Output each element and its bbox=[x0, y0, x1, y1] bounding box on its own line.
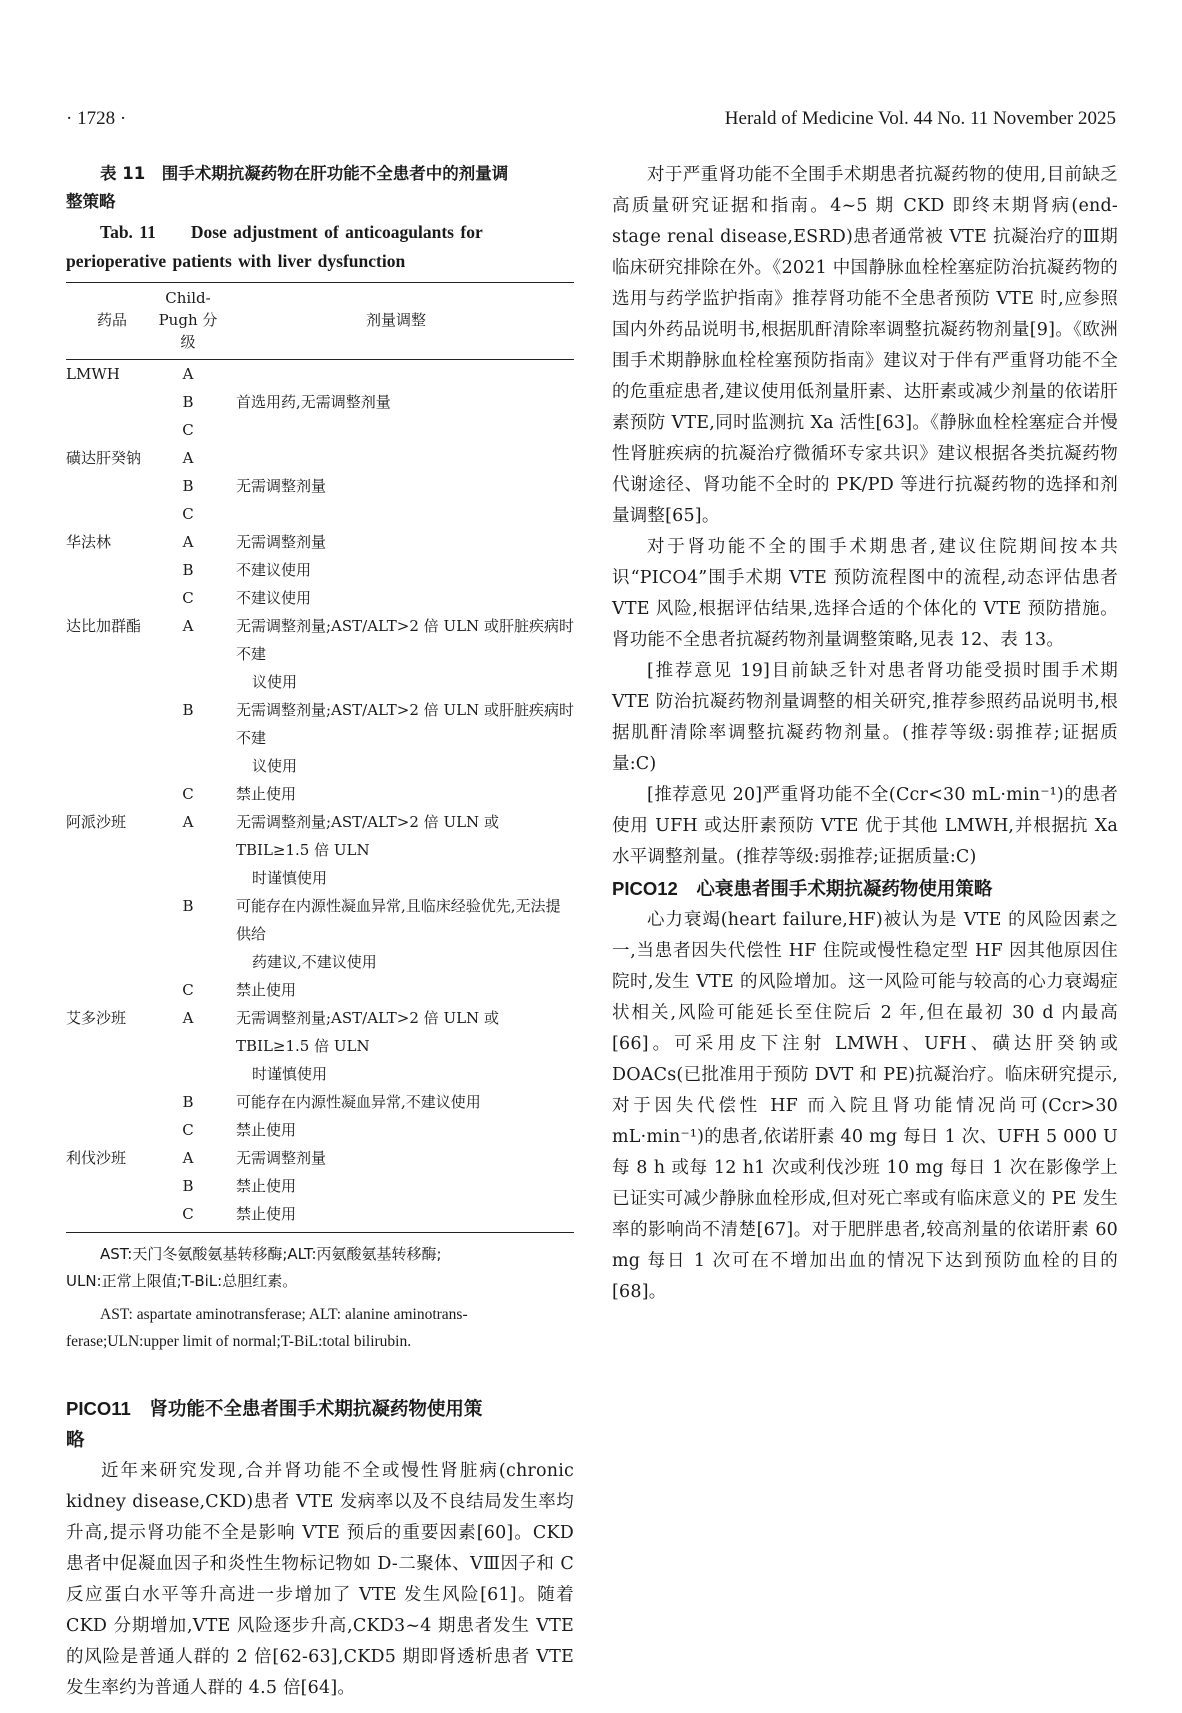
cell-adjust-line: 无需调整剂量;AST/ALT>2 倍 ULN 或 TBIL≥1.5 倍 ULN bbox=[236, 1009, 499, 1055]
right-column bbox=[612, 160, 1118, 1308]
col-header-drug: 药品 bbox=[66, 283, 158, 360]
cell-drug: LMWH bbox=[66, 365, 120, 383]
cell-adjust-line: 可能存在内源性凝血异常,且临床经验优先,无法提供给 bbox=[236, 897, 561, 943]
cell-adjust-line: 禁止使用 bbox=[236, 1121, 297, 1139]
table-row bbox=[66, 528, 574, 556]
cell-adjust bbox=[218, 584, 574, 612]
table-row bbox=[66, 612, 574, 696]
cell-adjust bbox=[218, 1172, 574, 1200]
cell-adjust-line: 时谨慎使用 bbox=[252, 1065, 328, 1083]
cell-adjust-line: 禁止使用 bbox=[236, 785, 297, 803]
cell-adjust bbox=[218, 388, 574, 416]
cell-adjust bbox=[218, 1116, 574, 1144]
recommendation-20: [推荐意见 20]严重肾功能不全(Ccr<30 mL·min⁻¹)的患者使用 UFH 或达肝素预防 VTE 优于其他 LMWH,并根据抗 Xa 水平调整剂量。(推荐等级:弱推荐;证据质量:C) bbox=[612, 785, 1118, 867]
table-row bbox=[66, 1144, 574, 1172]
table-row bbox=[66, 1200, 574, 1233]
cell-adjust bbox=[218, 528, 574, 556]
cell-adjust bbox=[218, 1088, 574, 1116]
cell-grade: A bbox=[182, 533, 194, 551]
cell-adjust-line: 药建议,不建议使用 bbox=[252, 953, 377, 971]
cell-drug bbox=[66, 1172, 158, 1200]
cell-adjust-line: 禁止使用 bbox=[236, 981, 297, 999]
table-row bbox=[66, 1088, 574, 1116]
table-row bbox=[66, 556, 574, 584]
journal-header: Herald of Medicine Vol. 44 No. 11 November 2025 bbox=[724, 108, 1116, 129]
recommendation-19: [推荐意见 19]目前缺乏针对患者肾功能受损时围手术期 VTE 防治抗凝药物剂量调整的相关研究,推荐参照药品说明书,根据肌酐清除率调整抗凝药物剂量。(推荐等级:弱推荐;证据质量:C) bbox=[612, 661, 1118, 774]
table-row bbox=[66, 360, 574, 389]
body-paragraph: 近年来研究发现,合并肾功能不全或慢性肾脏病(chronic kidney disease,CKD)患者 VTE 发病率以及不良结局发生率均升高,提示肾功能不全是影响 VTE 预后的重要因素[60]。CKD 患者中促凝血因子和炎性生物标记物如 D-二聚体、ⅤⅢ因子和 C 反应蛋白水平等升高进一步增加了 VTE 发生风险[61]。随着 CKD 分期增加,VTE 风险逐步升高,CKD3~4 期患者发生 VTE 的风险是普通人群的 2 倍[62-63],CKD5 期即肾透析患者 VTE 发生率约为普通人群的 4.5 倍[64]。 bbox=[66, 1461, 574, 1698]
cell-adjust bbox=[218, 1200, 574, 1233]
cell-grade: A bbox=[182, 449, 194, 467]
dose-table bbox=[66, 282, 574, 1233]
cell-drug: 利伐沙班 bbox=[66, 1149, 127, 1167]
table-note-zh: AST:天门冬氨酸氨基转移酶;ALT:丙氨酸氨基转移酶; ULN:正常上限值;T-BiL:总胆红素。 bbox=[66, 1245, 442, 1290]
table-row bbox=[66, 444, 574, 472]
cell-grade: A bbox=[182, 617, 194, 635]
cell-drug bbox=[66, 472, 158, 500]
table-note-en: AST: aspartate aminotransferase; ALT: alanine aminotrans- ferase;ULN:upper limit of normal;T-BiL:total bilirubin. bbox=[66, 1306, 468, 1350]
table-row bbox=[66, 808, 574, 892]
cell-drug: 达比加群酯 bbox=[66, 617, 142, 635]
cell-adjust-line: 首选用药,无需调整剂量 bbox=[236, 393, 391, 411]
cell-drug bbox=[66, 584, 158, 612]
body-paragraph: 对于肾功能不全的围手术期患者,建议住院期间按本共识“PICO4”围手术期 VTE 预防流程图中的流程,动态评估患者 VTE 风险,根据评估结果,选择合适的个体化的 VTE 预防措施。肾功能不全患者抗凝药物剂量调整策略,见表 12、表 13。 bbox=[612, 537, 1118, 650]
table-row bbox=[66, 780, 574, 808]
cell-adjust-line: 无需调整剂量 bbox=[236, 477, 327, 495]
cell-grade: C bbox=[158, 1200, 218, 1233]
cell-grade: C bbox=[182, 421, 194, 439]
table-row bbox=[66, 500, 574, 528]
body-paragraph: 对于严重肾功能不全围手术期患者抗凝药物的使用,目前缺乏高质量研究证据和指南。4~5 期 CKD 即终末期肾病(end-stage renal disease,ESRD)患者通常被 VTE 抗凝治疗的Ⅲ期临床研究排除在外。《2021 中国静脉血栓栓塞症防治抗凝药物的选用与药学监护指南》推荐肾功能不全患者预防 VTE 时,应参照国内外药品说明书,根据肌酐清除率调整抗凝药物剂量[9]。《欧洲围手术期静脉血栓栓塞预防指南》建议对于伴有严重肾功能不全的危重症患者,建议使用低剂量肝素、达肝素或减少剂量的依诺肝素预防 VTE,同时监测抗 Xa 活性[63]。《静脉血栓栓塞症合并慢性肾脏疾病的抗凝治疗微循环专家共识》建议根据各类抗凝药物代谢途径、肾功能不全时的 PK/PD 等进行抗凝药物的选择和剂量调整[65]。 bbox=[612, 165, 1118, 526]
cell-adjust-line: 可能存在内源性凝血异常,不建议使用 bbox=[236, 1093, 481, 1111]
cell-grade: A bbox=[182, 1149, 194, 1167]
table-row bbox=[66, 472, 574, 500]
cell-adjust bbox=[218, 500, 574, 528]
cell-adjust-line: 不建议使用 bbox=[236, 589, 312, 607]
cell-drug bbox=[66, 416, 158, 444]
cell-drug bbox=[66, 1116, 158, 1144]
cell-grade: B bbox=[182, 561, 194, 579]
cell-grade: C bbox=[182, 1121, 194, 1139]
cell-drug bbox=[66, 556, 158, 584]
cell-grade: B bbox=[182, 897, 194, 915]
cell-drug bbox=[66, 1088, 158, 1116]
cell-grade: C bbox=[182, 505, 194, 523]
cell-grade: B bbox=[182, 1177, 194, 1195]
cell-grade: A bbox=[182, 1009, 194, 1027]
cell-adjust-line: 无需调整剂量;AST/ALT>2 倍 ULN 或肝脏疾病时不建 bbox=[236, 617, 574, 663]
cell-drug: 阿派沙班 bbox=[66, 813, 127, 831]
cell-adjust-line: 无需调整剂量 bbox=[236, 533, 327, 551]
section-title-pico11: PICO11 肾功能不全患者围手术期抗凝药物使用策 略 bbox=[66, 1398, 483, 1451]
cell-adjust bbox=[218, 360, 574, 389]
table-row bbox=[66, 416, 574, 444]
cell-drug bbox=[66, 500, 158, 528]
cell-adjust-line: 无需调整剂量;AST/ALT>2 倍 ULN 或 TBIL≥1.5 倍 ULN bbox=[236, 813, 499, 859]
cell-drug bbox=[66, 696, 158, 780]
cell-adjust-line: 时谨慎使用 bbox=[252, 869, 328, 887]
cell-adjust-line: 无需调整剂量;AST/ALT>2 倍 ULN 或肝脏疾病时不建 bbox=[236, 701, 574, 747]
cell-adjust-line: 禁止使用 bbox=[236, 1177, 297, 1195]
section-title-pico12: PICO12 心衰患者围手术期抗凝药物使用策略 bbox=[612, 878, 993, 900]
cell-adjust bbox=[218, 1004, 574, 1088]
cell-adjust-line: 议使用 bbox=[252, 673, 298, 691]
body-paragraph: 心力衰竭(heart failure,HF)被认为是 VTE 的风险因素之一,当患者因失代偿性 HF 住院或慢性稳定型 HF 因其他原因住院时,发生 VTE 的风险增加。这一风险可能与较高的心力衰竭症状相关,风险可能延长至住院后 2 年,但在最初 30 d 内最高[66]。可采用皮下注射 LMWH、UFH、磺达肝癸钠或 DOACs(已批准用于预防 DVT 和 PE)抗凝治疗。临床研究提示,对于因失代偿性 HF 而入院且肾功能情况尚可(Ccr>30 mL·min⁻¹)的患者,依诺肝素 40 mg 每日 1 次、UFH 5 000 U 每 8 h 或每 12 h1 次或利伐沙班 10 mg 每日 1 次在影像学上已证实可减少静脉血栓形成,但对死亡率或有临床意义的 PE 发生率的影响尚不清楚[67]。对于肥胖患者,较高剂量的依诺肝素 60 mg 每日 1 次可在不增加出血的情况下达到预防血栓的目的[68]。 bbox=[612, 910, 1118, 1302]
cell-adjust bbox=[218, 612, 574, 696]
cell-adjust-line: 不建议使用 bbox=[236, 561, 312, 579]
cell-adjust-line: 禁止使用 bbox=[236, 1205, 297, 1223]
table-row bbox=[66, 1116, 574, 1144]
cell-adjust bbox=[218, 1144, 574, 1172]
cell-adjust bbox=[218, 416, 574, 444]
cell-drug: 华法林 bbox=[66, 533, 112, 551]
table-caption-zh: 表 11 围手术期抗凝药物在肝功能不全患者中的剂量调 bbox=[100, 164, 509, 183]
cell-grade: B bbox=[182, 1093, 194, 1111]
cell-grade: B bbox=[182, 393, 194, 411]
cell-grade: C bbox=[182, 981, 194, 999]
page-number: · 1728 · bbox=[66, 108, 127, 129]
cell-grade: A bbox=[182, 813, 194, 831]
cell-drug: 艾多沙班 bbox=[66, 1009, 127, 1027]
cell-drug bbox=[66, 1200, 158, 1233]
table-caption-en: Tab. 11 Dose adjustment of anticoagulants for perioperative patients with liver dysfunction bbox=[66, 222, 483, 271]
cell-drug bbox=[66, 976, 158, 1004]
cell-drug bbox=[66, 892, 158, 976]
cell-drug bbox=[66, 388, 158, 416]
cell-adjust-line: 无需调整剂量 bbox=[236, 1149, 327, 1167]
table-caption-zh-cont: 整策略 bbox=[66, 192, 116, 211]
cell-adjust-line: 议使用 bbox=[252, 757, 298, 775]
col-header-adjust: 剂量调整 bbox=[218, 283, 574, 360]
table-row bbox=[66, 696, 574, 780]
cell-adjust bbox=[218, 976, 574, 1004]
col-header-grade: Child- Pugh 分级 bbox=[158, 283, 218, 360]
cell-adjust bbox=[218, 444, 574, 472]
cell-grade: C bbox=[182, 589, 194, 607]
table-row bbox=[66, 892, 574, 976]
cell-adjust bbox=[218, 696, 574, 780]
cell-drug bbox=[66, 780, 158, 808]
cell-grade: A bbox=[182, 365, 194, 383]
cell-adjust bbox=[218, 892, 574, 976]
cell-adjust bbox=[218, 808, 574, 892]
cell-grade: B bbox=[182, 701, 194, 719]
cell-drug: 磺达肝癸钠 bbox=[66, 449, 142, 467]
cell-grade: C bbox=[182, 785, 194, 803]
cell-adjust bbox=[218, 780, 574, 808]
table-row bbox=[66, 584, 574, 612]
cell-grade: B bbox=[182, 477, 194, 495]
table-row bbox=[66, 1004, 574, 1088]
table-row bbox=[66, 976, 574, 1004]
left-column bbox=[66, 160, 574, 1704]
table-row bbox=[66, 1172, 574, 1200]
table-header-row bbox=[66, 283, 574, 360]
table-row bbox=[66, 388, 574, 416]
cell-adjust bbox=[218, 472, 574, 500]
cell-adjust bbox=[218, 556, 574, 584]
